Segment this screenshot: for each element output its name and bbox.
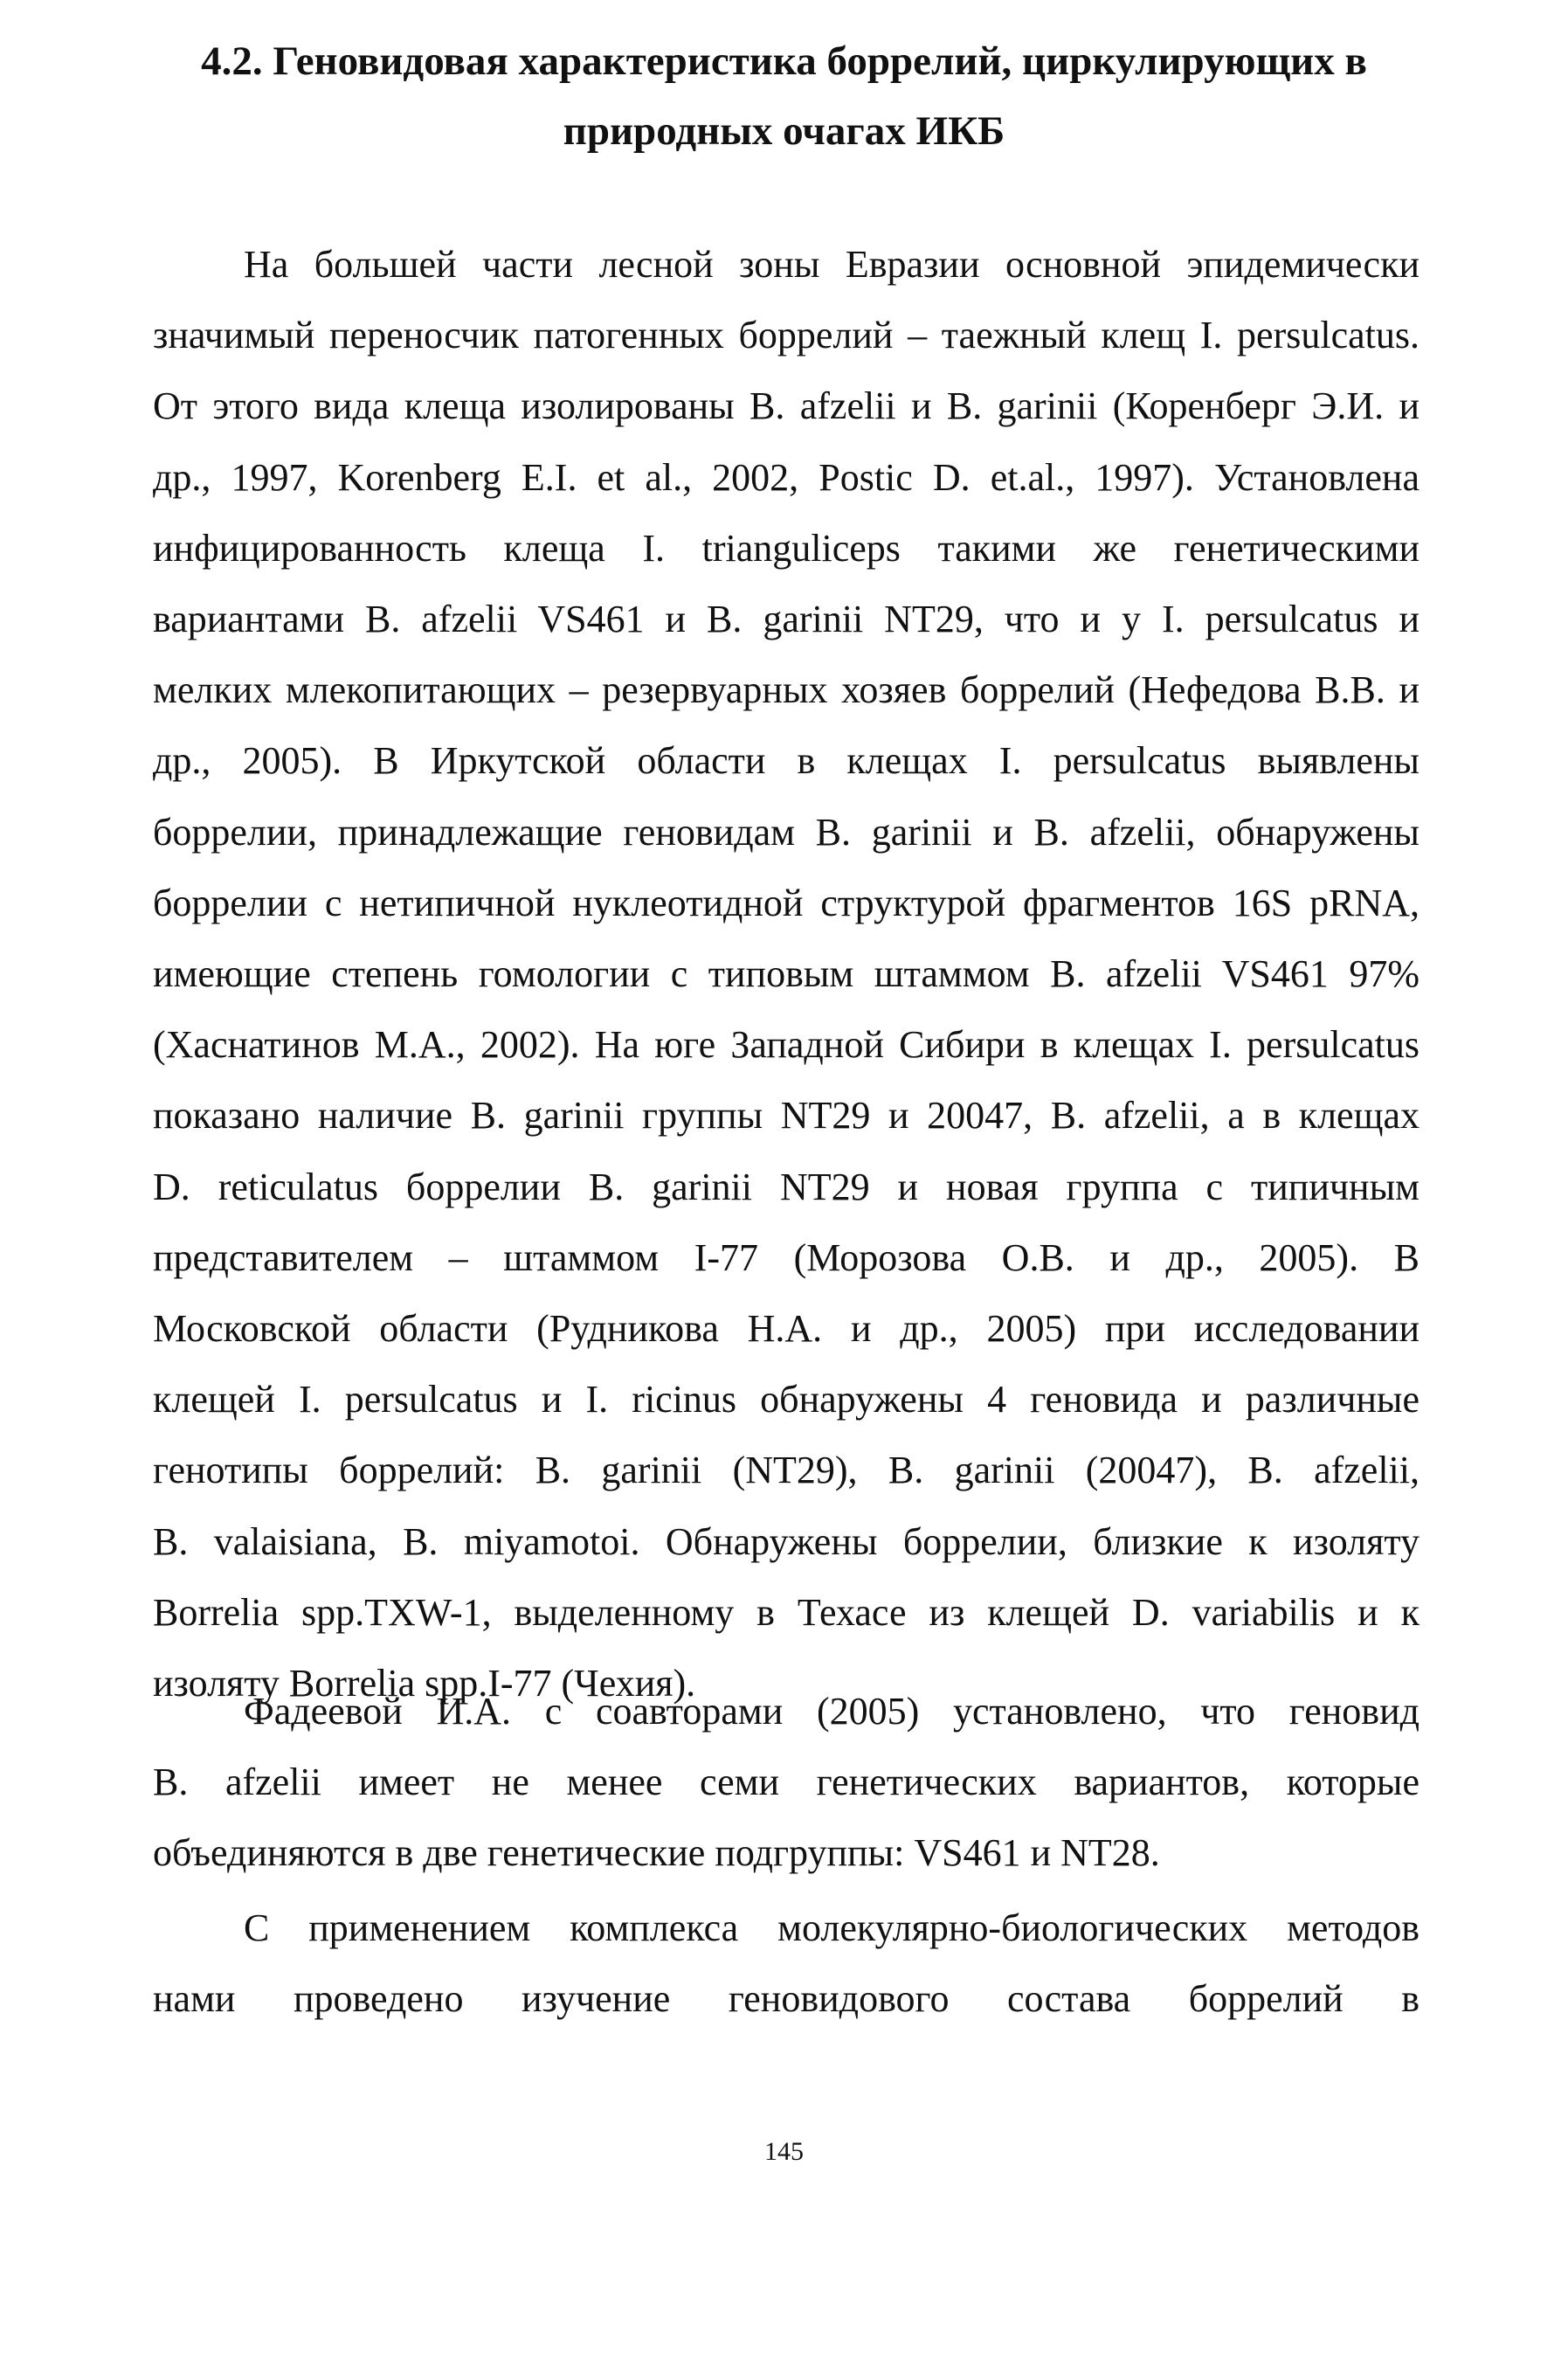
text-line: Borrelia spp.TXW-1, выделенному в Техасе из клещей D. variabilis и к bbox=[153, 1590, 1419, 1634]
text-line: боррелии, принадлежащие геновидам B. garinii и B. afzelii, обнаружены bbox=[153, 810, 1419, 854]
text-line: представителем – штаммом I-77 (Морозова О.В. и др., 2005). В bbox=[153, 1235, 1419, 1279]
paragraph-3 bbox=[153, 1892, 1419, 2034]
paragraph-1 bbox=[153, 229, 1419, 1719]
text-line: показано наличие B. garinii группы NT29 и 20047, B. afzelii, а в клещах bbox=[153, 1094, 1419, 1138]
text-line: вариантами B. afzelii VS461 и B. garinii NT29, что и у I. persulcatus и bbox=[153, 598, 1419, 641]
text-line: (Хаснатинов М.А., 2002). На юге Западной Сибири в клещах I. persulcatus bbox=[153, 1023, 1419, 1067]
text-line: B. afzelii имеет не менее семи генетических вариантов, которые bbox=[153, 1761, 1419, 1804]
text-line: С применением комплекса молекулярно-биологических методов bbox=[244, 1906, 1419, 1949]
text-line: имеющие степень гомологии с типовым штаммом B. afzelii VS461 97% bbox=[153, 952, 1419, 996]
text-line: От этого вида клеща изолированы B. afzelii и B. garinii (Коренберг Э.И. и bbox=[153, 384, 1419, 428]
page-number: 145 bbox=[764, 2137, 804, 2166]
text-line: изоляту Borrelia spp.I-77 (Чехия). bbox=[153, 1662, 696, 1705]
text-line: генотипы боррелий: B. garinii (NT29), B. garinii (20047), B. afzelii, bbox=[153, 1449, 1419, 1492]
text-line: др., 2005). В Иркутской области в клещах I. persulcatus выявлены bbox=[153, 739, 1419, 783]
text-line: значимый переносчик патогенных боррелий – таежный клещ I. persulcatus. bbox=[153, 314, 1419, 357]
text-line: На большей части лесной зоны Евразии основной эпидемически bbox=[244, 243, 1419, 286]
text-line: клещей I. persulcatus и I. ricinus обнаружены 4 геновида и различные bbox=[153, 1378, 1419, 1422]
heading-line-1: 4.2. Геновидовая характеристика боррелий, циркулирующих в bbox=[201, 38, 1367, 84]
text-line: Фадеевой И.А. с соавторами (2005) установлено, что геновид bbox=[244, 1690, 1419, 1733]
text-line: боррелии с нетипичной нуклеотидной структурой фрагментов 16S pRNA, bbox=[153, 881, 1419, 924]
text-line: др., 1997, Korenberg E.I. et al., 2002, Postic D. et.al., 1997). Установлена bbox=[153, 455, 1419, 499]
text-line: мелких млекопитающих – резервуарных хозяев боррелий (Нефедова В.В. и bbox=[153, 668, 1419, 712]
text-line: инфицированность клеща I. trianguliceps такими же генетическими bbox=[153, 526, 1419, 570]
text-line: B. valaisiana, B. miyamotoi. Обнаружены боррелии, близкие к изоляту bbox=[153, 1519, 1419, 1563]
heading-line-2: природных очагах ИКБ bbox=[563, 108, 1005, 154]
text-line: Московской области (Рудникова Н.А. и др., 2005) при исследовании bbox=[153, 1307, 1419, 1351]
text-line: нами проведено изучение геновидового состава боррелий в bbox=[153, 1977, 1419, 2021]
text-line: D. reticulatus боррелии B. garinii NT29 и новая группа с типичным bbox=[153, 1165, 1419, 1208]
paragraph-2 bbox=[153, 1676, 1419, 1889]
text-line: объединяются в две генетические подгруппы: VS461 и NT28. bbox=[153, 1831, 1160, 1875]
section-heading bbox=[131, 26, 1437, 166]
